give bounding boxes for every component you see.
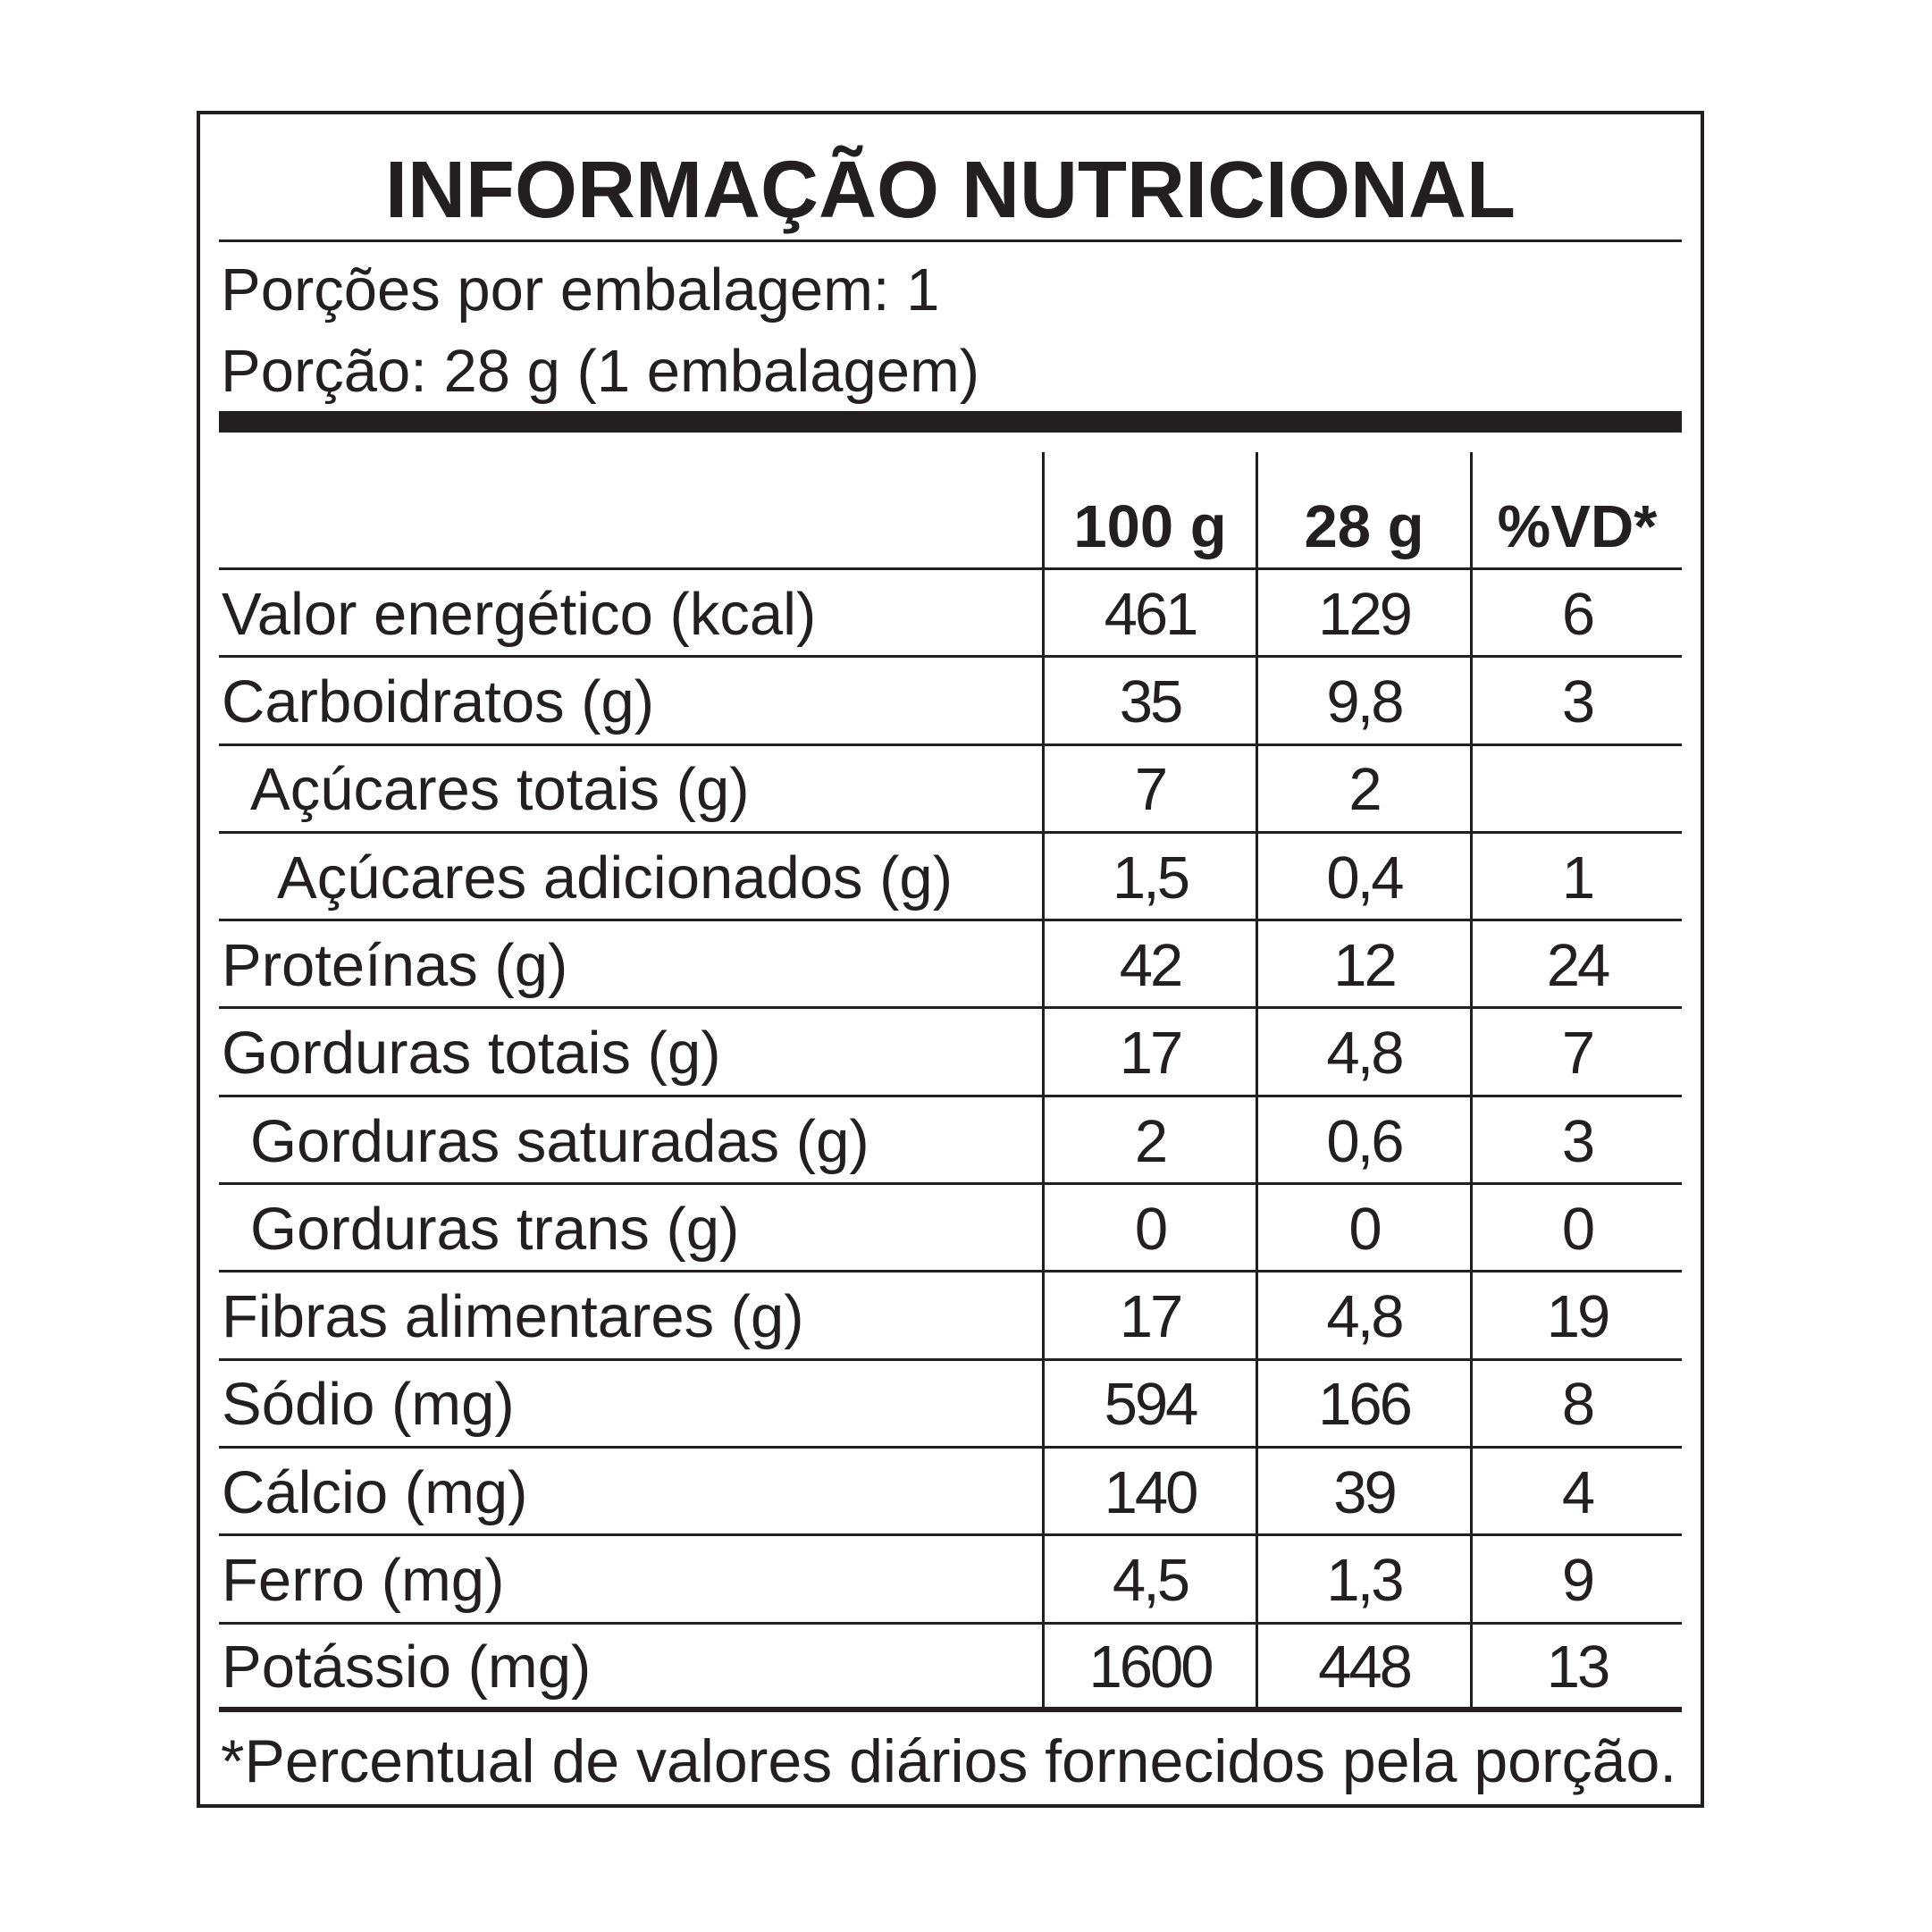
value-per-100g: 35 xyxy=(1042,658,1256,745)
nutrient-label: Gorduras saturadas (g) xyxy=(219,1097,1042,1185)
value-per-100g: 461 xyxy=(1042,570,1256,658)
value-daily-percent: 8 xyxy=(1470,1361,1682,1449)
value-per-serving: 0 xyxy=(1256,1185,1470,1273)
nutrient-label: Fibras alimentares (g) xyxy=(219,1273,1042,1360)
nutrient-label: Valor energético (kcal) xyxy=(219,570,1042,658)
value-per-100g: 1,5 xyxy=(1042,834,1256,921)
value-daily-percent: 19 xyxy=(1470,1273,1682,1360)
value-per-serving: 1,3 xyxy=(1256,1536,1470,1624)
header-per-100g: 100 g xyxy=(1042,452,1256,570)
header-empty-cell xyxy=(219,452,1042,570)
value-per-100g: 17 xyxy=(1042,1273,1256,1360)
value-daily-percent: 3 xyxy=(1470,1097,1682,1185)
nutrient-label: Potássio (mg) xyxy=(219,1625,1042,1712)
value-per-serving: 4,8 xyxy=(1256,1009,1470,1096)
nutrient-label: Carboidratos (g) xyxy=(219,658,1042,745)
nutrient-label: Ferro (mg) xyxy=(219,1536,1042,1624)
value-per-100g: 7 xyxy=(1042,746,1256,834)
value-per-100g: 594 xyxy=(1042,1361,1256,1449)
value-daily-percent: 1 xyxy=(1470,834,1682,921)
value-per-serving: 4,8 xyxy=(1256,1273,1470,1360)
value-per-100g: 2 xyxy=(1042,1097,1256,1185)
value-per-100g: 1600 xyxy=(1042,1625,1256,1712)
header-per-serving: 28 g xyxy=(1256,452,1470,570)
nutrition-table xyxy=(219,452,1682,1712)
label-title: INFORMAÇÃO NUTRICIONAL xyxy=(385,146,1516,235)
value-daily-percent: 13 xyxy=(1470,1625,1682,1712)
value-daily-percent: 7 xyxy=(1470,1009,1682,1096)
value-per-serving: 2 xyxy=(1256,746,1470,834)
value-per-serving: 166 xyxy=(1256,1361,1470,1449)
value-per-serving: 0,4 xyxy=(1256,834,1470,921)
value-per-serving: 0,6 xyxy=(1256,1097,1470,1185)
value-daily-percent: 3 xyxy=(1470,658,1682,745)
value-per-100g: 4,5 xyxy=(1042,1536,1256,1624)
value-per-100g: 42 xyxy=(1042,921,1256,1009)
serving-size: Porção: 28 g (1 embalagem) xyxy=(221,338,980,405)
value-daily-percent: 9 xyxy=(1470,1536,1682,1624)
nutrient-label: Gorduras totais (g) xyxy=(219,1009,1042,1096)
value-per-100g: 0 xyxy=(1042,1185,1256,1273)
value-per-100g: 17 xyxy=(1042,1009,1256,1096)
value-daily-percent: 24 xyxy=(1470,921,1682,1009)
nutrient-label: Açúcares adicionados (g) xyxy=(219,834,1042,921)
value-daily-percent: 4 xyxy=(1470,1449,1682,1536)
value-per-100g: 140 xyxy=(1042,1449,1256,1536)
nutrient-label: Cálcio (mg) xyxy=(219,1449,1042,1536)
title-divider xyxy=(219,239,1682,242)
servings-per-package: Porções por embalagem: 1 xyxy=(221,256,940,323)
header-daily-value: %VD* xyxy=(1470,452,1682,570)
thick-divider xyxy=(219,411,1682,433)
value-daily-percent xyxy=(1470,746,1682,834)
value-daily-percent: 6 xyxy=(1470,570,1682,658)
value-per-serving: 12 xyxy=(1256,921,1470,1009)
value-per-serving: 39 xyxy=(1256,1449,1470,1536)
value-daily-percent: 0 xyxy=(1470,1185,1682,1273)
value-per-serving: 448 xyxy=(1256,1625,1470,1712)
nutrient-label: Gorduras trans (g) xyxy=(219,1185,1042,1273)
nutrient-label: Proteínas (g) xyxy=(219,921,1042,1009)
nutrient-label: Açúcares totais (g) xyxy=(219,746,1042,834)
footnote: *Percentual de valores diários fornecidos pela porção. xyxy=(221,1727,1677,1795)
value-per-serving: 129 xyxy=(1256,570,1470,658)
nutrient-label: Sódio (mg) xyxy=(219,1361,1042,1449)
value-per-serving: 9,8 xyxy=(1256,658,1470,745)
